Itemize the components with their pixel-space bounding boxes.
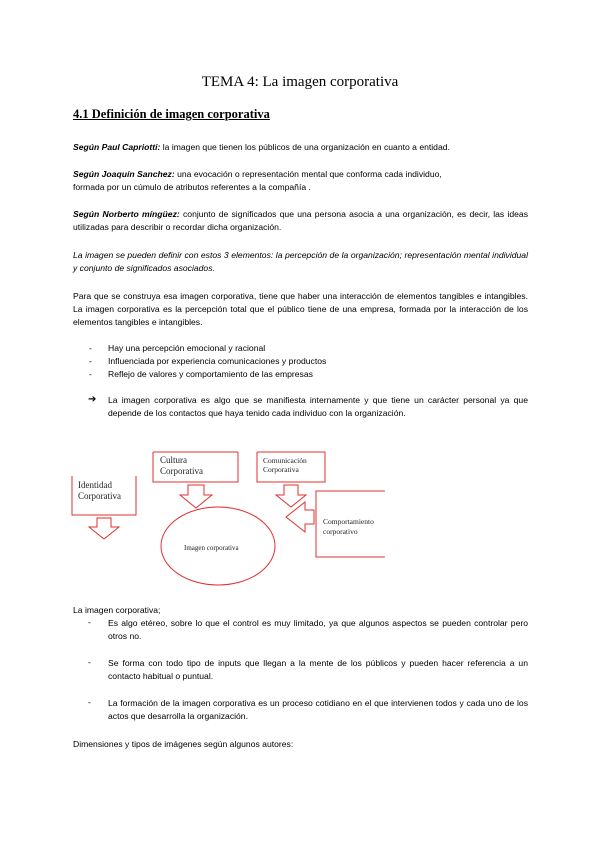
bullet-dash: - <box>89 356 92 366</box>
list-item: Se forma con todo tipo de inputs que llegan a la mente de los públicos y pueden hacer referencia a un contacto habitual o puntual. <box>108 658 528 681</box>
comportamiento-label: Comportamiento <box>323 517 374 526</box>
list-item-text: Hay una percepción emocional y racional <box>108 343 266 353</box>
definition-text: una evocación o representación mental que conforma cada individuo, <box>174 169 442 179</box>
definition-text: la imagen que tienen los públicos de una organización en cuanto a entidad. <box>160 142 450 152</box>
definition-text: conjunto de significados que una persona asocia a una organización, es decir, las ideas utilizadas para describir o recordar dicha organización. <box>73 209 528 232</box>
arrow-note: La imagen corporativa es algo que se manifiesta internamente y que tiene un carácter personal ya que depende de los contactos que haya tenido cada individuo con la organización. <box>108 395 528 418</box>
intro-paragraph: Para que se construya esa imagen corporativa, tiene que haber una interacción de elementos tangibles e intangibles. La imagen corporativa es la percepción total que el público tiene de una empresa, formada por la interacción de los elementos tangibles e intangibles. <box>73 291 528 327</box>
bullet-dash: - <box>88 617 91 627</box>
page-title: TEMA 4: La imagen corporativa <box>201 74 399 90</box>
comportamiento-label: corporativo <box>323 527 358 536</box>
comunicacion-arrow <box>276 485 306 507</box>
list-item: Es algo etéreo, sobre lo que el control es muy limitado, ya que algunos aspectos se pueden controlar pero otros no. <box>108 618 528 641</box>
cultura-label: Cultura <box>160 455 187 465</box>
image-diagram <box>60 415 400 595</box>
bullet-dash: - <box>89 369 92 379</box>
summary-paragraph: La imagen se pueden definir con estos 3 elementos: la percepción de la organización; representación mental individual y conjunto de significados asociados. <box>73 250 528 273</box>
definition-sanchez <box>73 168 528 194</box>
closing-text: Dimensiones y tipos de imágenes según algunos autores: <box>73 739 294 749</box>
definition-minguez <box>73 208 528 234</box>
comunicacion-label: Corporativa <box>263 465 299 474</box>
identidad-label: Identidad <box>78 480 112 490</box>
cultura-arrow <box>180 485 212 508</box>
list-item-text: Reflejo de valores y comportamiento de las empresas <box>108 369 313 379</box>
imagen-label: Imagen corporativa <box>184 544 239 552</box>
bullet-dash: - <box>89 343 92 353</box>
list-item: La formación de la imagen corporativa es un proceso cotidiano en el que intervienen todos y cada uno de los actos que desarrolla la organización. <box>108 698 528 721</box>
definition-capriotti <box>73 141 528 154</box>
lead-text: La imagen corporativa; <box>73 605 161 615</box>
definition-author: Según Paul Capriotti: <box>73 142 161 152</box>
definition-author: Según Joaquín Sanchez: <box>73 169 175 179</box>
bullet-dash: - <box>88 697 91 707</box>
cultura-label: Corporativa <box>160 466 203 476</box>
list-item-text: Influenciada por experiencia comunicaciones y productos <box>108 356 327 366</box>
definition-text-line2: formada por un cúmulo de atributos referentes a la compañía . <box>73 182 311 192</box>
identidad-label: Corporativa <box>78 491 121 501</box>
identidad-arrow <box>89 518 119 539</box>
section-heading: 4.1 Definición de imagen corporativa <box>73 107 270 121</box>
bullet-dash: - <box>88 657 91 667</box>
definition-author: Según Norberto míngüez: <box>73 209 180 219</box>
arrow-bullet-icon: ➔ <box>88 394 97 405</box>
comunicacion-label: Comunicación <box>263 456 307 465</box>
